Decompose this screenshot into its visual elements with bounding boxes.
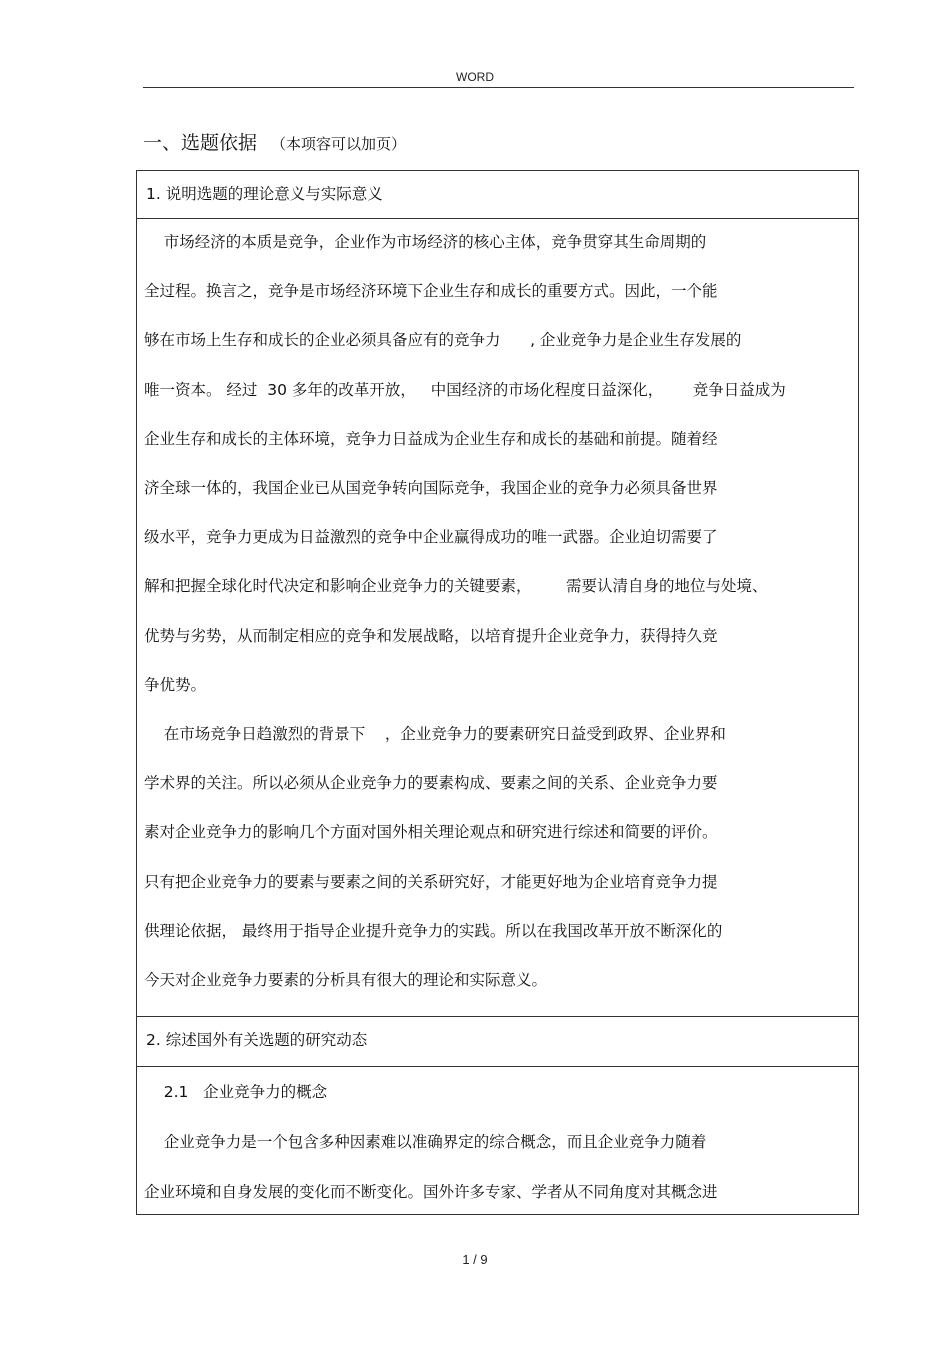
section-title-note: （本项容可以加页） — [271, 135, 407, 153]
text-line: 2.1 企业竞争力的概念 — [144, 1083, 328, 1101]
text-line: 企业生存和成长的主体环境，竞争力日益成为企业生存和成长的基础和前提。随着经 — [144, 429, 718, 448]
text-line: 争优势。 — [144, 675, 207, 694]
text-line: 只有把企业竞争力的要素与要素之间的关系研究好，才能更好地为企业培育竞争力提 — [144, 872, 718, 891]
section-title — [143, 128, 406, 155]
row1-body — [137, 218, 858, 1016]
text-line: 企业环境和自身发展的变化而不断变化。国外许多专家、学者从不同角度对其概念进 — [144, 1183, 718, 1201]
text-line: 在市场竞争日趋激烈的背景下 ，企业竞争力的要素研究日益受到政界、企业界和 — [144, 725, 726, 743]
text-line: 优势与劣势，从而制定相应的竞争和发展战略，以培育提升企业竞争力，获得持久竞 — [144, 626, 718, 645]
text-line: 今天对企业竞争力要素的分析具有很大的理论和实际意义。 — [144, 971, 548, 989]
row2-heading: 2. 综述国外有关选题的研究动态 — [146, 1031, 368, 1049]
text-line: 素对企业竞争力的影响几个方面对国外相关理论观点和研究进行综述和简要的评价。 — [144, 823, 718, 842]
row2-body — [137, 1066, 858, 1214]
text-line: 全过程。换言之，竞争是市场经济环境下企业生存和成长的重要方式。因此，一个能 — [144, 282, 718, 301]
text-line: 够在市场上生存和成长的企业必须具备应有的竞争力 , 企业竞争力是企业生存发展的 — [144, 331, 742, 350]
text-line: 市场经济的本质是竞争，企业作为市场经济的核心主体，竞争贯穿其生命周期的 — [144, 233, 707, 251]
text-line: 级水平，竞争力更成为日益激烈的竞争中企业赢得成功的唯一武器。企业迫切需要了 — [144, 528, 718, 547]
text-line: 供理论依据， 最终用于指导企业提升竞争力的实践。所以在我国改革开放不断深化的 — [144, 921, 723, 940]
section-title-main: 一、选题依据 — [143, 132, 258, 154]
page-number: 1 / 9 — [462, 1252, 488, 1267]
text-line: 学术界的关注。所以必须从企业竞争力的要素构成、要素之间的关系、企业竞争力要 — [144, 774, 718, 793]
content-table — [136, 170, 859, 1215]
text-line: 唯一资本。 经过 30 多年的改革开放， 中国经济的市场化程度日益深化， 竞争日益成为 — [144, 380, 786, 399]
text-line: 企业竞争力是一个包含多种因素难以准确界定的综合概念，而且企业竞争力随着 — [144, 1133, 707, 1151]
text-line: 解和把握全球化时代决定和影响企业竞争力的关键要素， 需要认清自身的地位与处境、 — [144, 577, 768, 596]
row1-heading: 1. 说明选题的理论意义与实际意义 — [146, 185, 383, 203]
text-line: 济全球一体的，我国企业已从国竞争转向国际竞争，我国企业的竞争力必须具备世界 — [144, 479, 718, 497]
page-header-text: WORD — [456, 70, 494, 84]
header-divider — [143, 87, 854, 88]
